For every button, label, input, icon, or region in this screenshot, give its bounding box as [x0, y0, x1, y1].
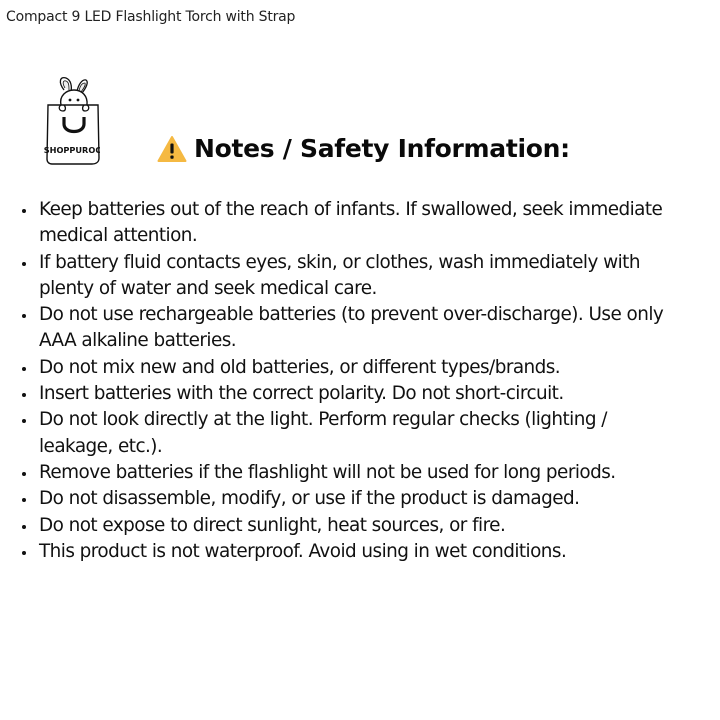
bullet-icon: [22, 551, 26, 555]
note-text: Keep batteries out of the reach of infants. If swallowed, seek immediate: [39, 199, 663, 220]
note-text: Remove batteries if the flashlight will not be used for long periods.: [39, 461, 616, 483]
note-text: Do not disassemble, modify, or use if the product is damaged.: [39, 488, 580, 510]
note-text: AAA alkaline batteries.: [39, 330, 237, 352]
note-text: This product is not waterproof. Avoid using in wet conditions.: [39, 540, 567, 562]
note-text: Do not use rechargeable batteries (to prevent over-discharge). Use only: [39, 304, 664, 326]
note-text: Insert batteries with the correct polarity. Do not short-circuit.: [39, 383, 564, 405]
safety-note-item: [20, 381, 720, 407]
note-text: Do not mix new and old batteries, or different types/brands.: [39, 356, 561, 378]
safety-note-item: [20, 407, 720, 460]
section-heading: [157, 134, 570, 163]
safety-note-item: [20, 250, 720, 303]
logo-text: SHOPPUROO: [44, 145, 100, 155]
note-text: If battery fluid contacts eyes, skin, or clothes, wash immediately with: [39, 251, 640, 273]
safety-note-item: [20, 460, 720, 486]
safety-note-item: [20, 513, 720, 539]
warning-icon: [157, 135, 187, 163]
safety-note-item: [20, 539, 720, 565]
safety-note-item: [20, 486, 720, 512]
bullet-icon: [22, 262, 26, 266]
note-text: Do not look directly at the light. Perform regular checks (lighting /: [39, 409, 607, 431]
bullet-icon: [22, 367, 26, 371]
note-text: medical attention.: [39, 225, 198, 247]
safety-note-item: [20, 302, 720, 355]
bunny-in-bag-icon: [44, 74, 100, 166]
safety-note-item: [20, 355, 720, 381]
bullet-icon: [22, 472, 26, 476]
bullet-icon: [22, 209, 26, 213]
bullet-icon: [22, 419, 26, 423]
safety-notes-list: [20, 197, 720, 565]
note-text: leakage, etc.).: [39, 435, 163, 457]
brand-logo: [44, 74, 100, 166]
bullet-icon: [22, 314, 26, 318]
note-text: plenty of water and seek medical care.: [39, 277, 377, 299]
bullet-icon: [22, 498, 26, 502]
product-title: Compact 9 LED Flashlight Torch with Strap: [6, 9, 296, 25]
safety-note-item: [20, 197, 720, 250]
bullet-icon: [22, 525, 26, 529]
heading-text: Notes / Safety Information:: [194, 134, 570, 163]
note-text: Do not expose to direct sunlight, heat sources, or fire.: [39, 514, 506, 536]
bullet-icon: [22, 393, 26, 397]
